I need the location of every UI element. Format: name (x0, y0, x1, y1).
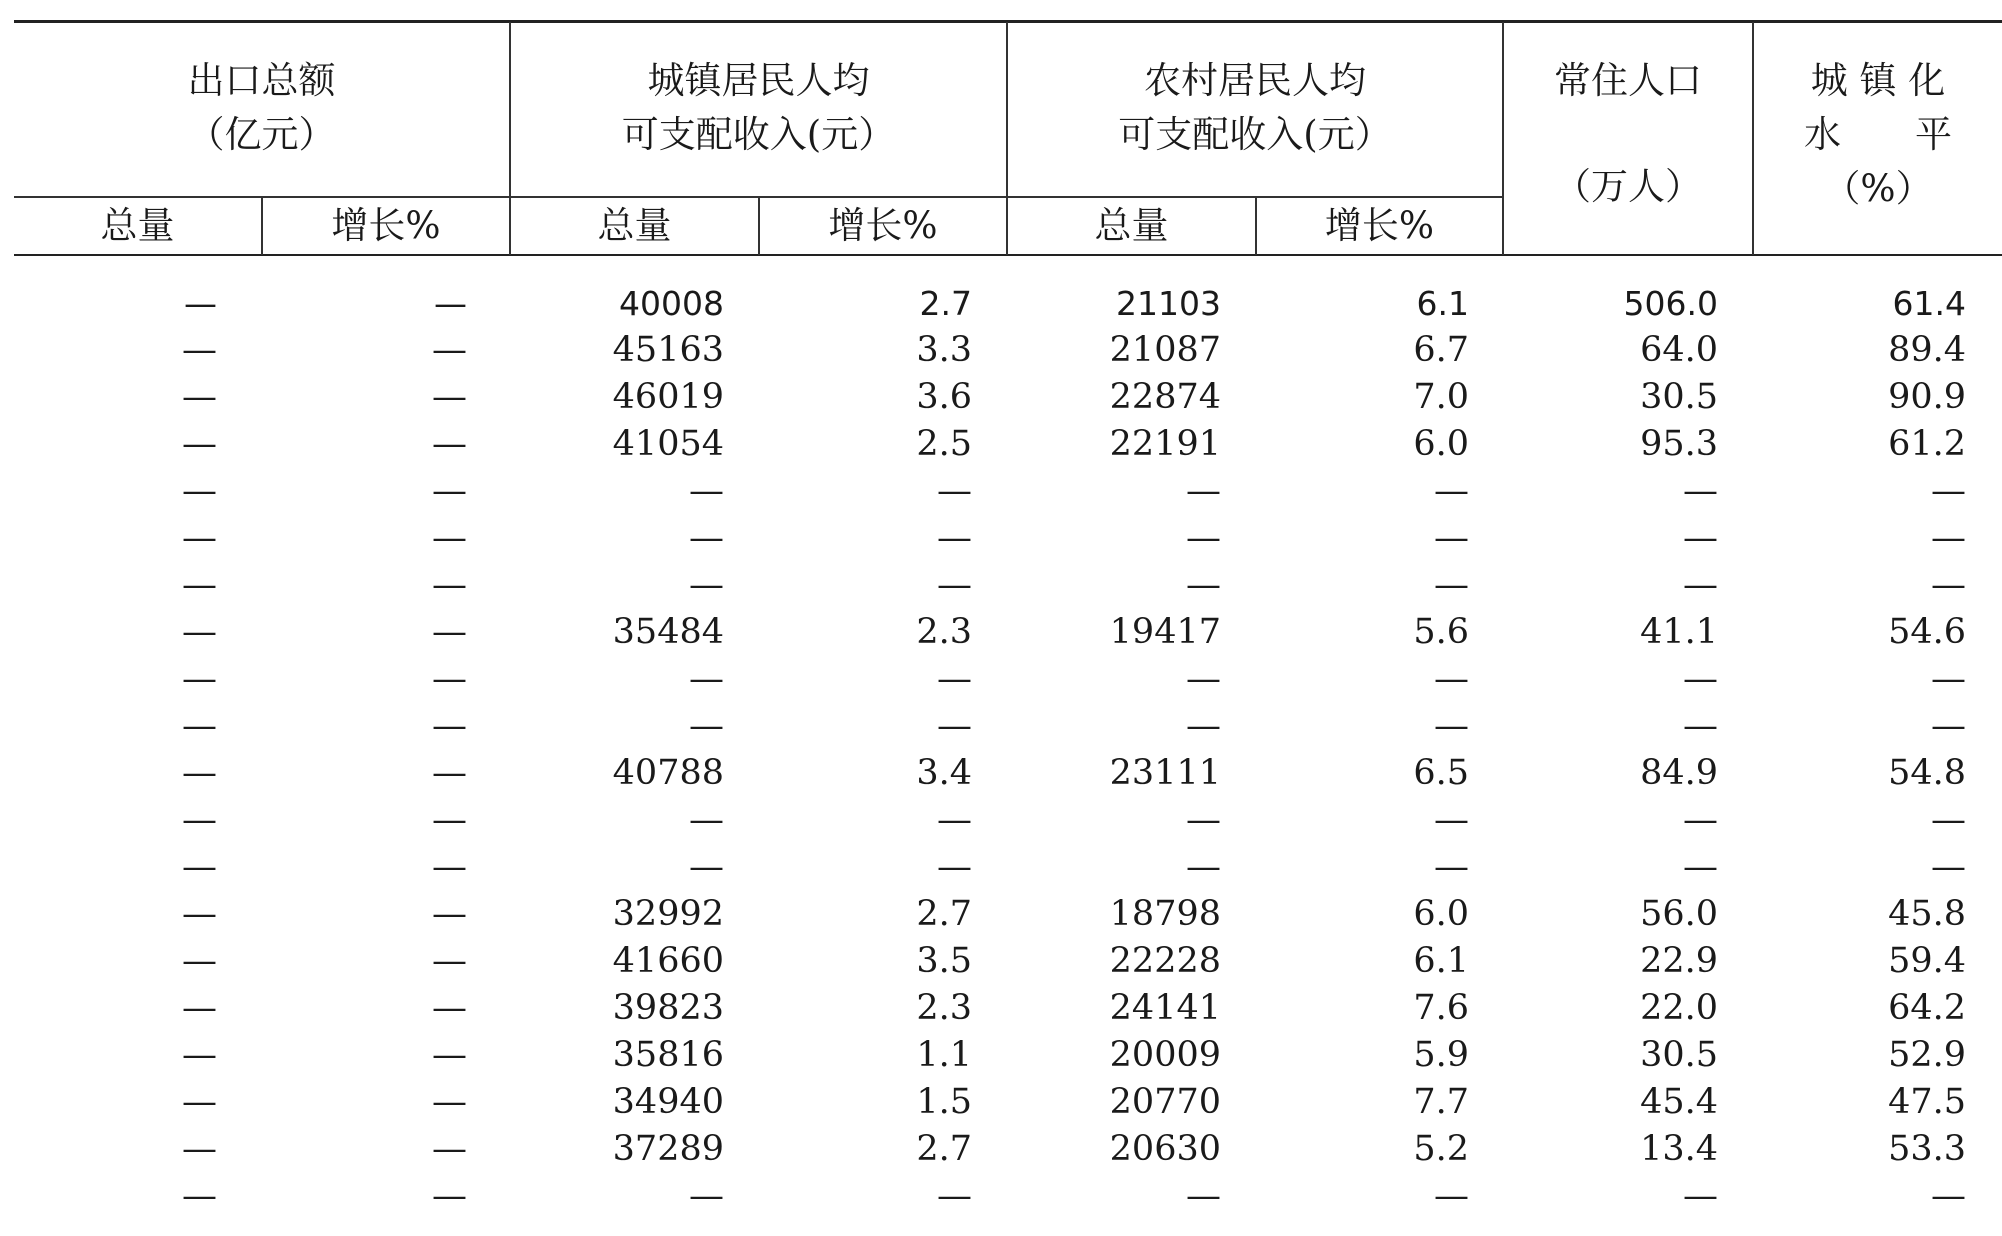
cell-urban-income-growth: — (937, 800, 972, 840)
cell-population: 56.0 (1640, 894, 1718, 934)
table-row (14, 1126, 2002, 1173)
cell-population: — (1683, 518, 1718, 558)
cell-rural-income-total: — (1186, 518, 1221, 558)
table-row (14, 609, 2002, 656)
table-row (14, 1032, 2002, 1079)
cell-urban-income-total: 32992 (612, 894, 724, 934)
cell-urbanization-rate: 47.5 (1888, 1082, 1966, 1122)
cell-rural-income-growth: — (1434, 659, 1469, 699)
subheader-export-total: 总量 (100, 204, 175, 247)
cell-export-growth: — (432, 1082, 467, 1122)
cell-rural-income-total: — (1186, 706, 1221, 746)
cell-urban-income-growth: — (937, 706, 972, 746)
cell-urbanization-rate: 89.4 (1888, 330, 1966, 370)
cell-rural-income-total: 22874 (1109, 377, 1221, 417)
cell-export-total: — (182, 847, 217, 887)
cell-export-growth: — (432, 1129, 467, 1169)
cell-rural-income-total: 22228 (1109, 941, 1221, 981)
cell-urbanization-rate: — (1931, 518, 1966, 558)
cell-urbanization-rate: 59.4 (1888, 941, 1966, 981)
cell-export-total: — (184, 284, 217, 323)
cell-population: 95.3 (1640, 424, 1718, 464)
cell-export-growth: — (432, 1035, 467, 1075)
header-export (14, 54, 509, 162)
cell-rural-income-total: 19417 (1109, 612, 1221, 652)
header-urbanization (1754, 54, 2002, 216)
header-population-title: 常住人口 (1554, 59, 1702, 102)
cell-urban-income-total: 46019 (612, 377, 724, 417)
cell-urban-income-growth: 2.7 (916, 894, 972, 934)
cell-urban-income-growth: 3.4 (916, 753, 972, 793)
table-row (14, 844, 2002, 891)
cell-export-growth: — (432, 753, 467, 793)
cell-urban-income-total: — (689, 471, 724, 511)
cell-export-total: — (182, 1129, 217, 1169)
cell-urbanization-rate: — (1931, 847, 1966, 887)
cell-export-total: — (182, 424, 217, 464)
cell-export-total: — (182, 377, 217, 417)
table-row (14, 468, 2002, 515)
top-rule (14, 20, 2002, 23)
cell-urbanization-rate: 45.8 (1888, 894, 1966, 934)
header-urban-title: 城镇居民人均 (647, 59, 870, 102)
cell-urbanization-rate: — (1931, 659, 1966, 699)
cell-urbanization-rate: 61.2 (1888, 424, 1966, 464)
cell-population: — (1683, 471, 1718, 511)
cell-population: 41.1 (1640, 612, 1718, 652)
cell-population: 30.5 (1640, 377, 1718, 417)
cell-export-total: — (182, 1082, 217, 1122)
cell-export-total: — (182, 800, 217, 840)
cell-urban-income-total: — (689, 847, 724, 887)
cell-population: 13.4 (1640, 1129, 1718, 1169)
cell-urban-income-total: — (689, 518, 724, 558)
cell-urbanization-rate: 90.9 (1888, 377, 1966, 417)
cell-export-total: — (182, 941, 217, 981)
cell-rural-income-total: — (1186, 847, 1221, 887)
table-row (14, 1079, 2002, 1126)
table-body (14, 280, 2002, 1220)
cell-urbanization-rate: 64.2 (1888, 988, 1966, 1028)
cell-export-growth: — (432, 894, 467, 934)
cell-population: 22.9 (1640, 941, 1718, 981)
table-row (14, 750, 2002, 797)
subheader-urban-growth: 增长% (828, 204, 938, 247)
subheader-rural-total: 总量 (1094, 204, 1169, 247)
cell-rural-income-total: 21087 (1109, 330, 1221, 370)
cell-urban-income-growth: 3.3 (916, 330, 972, 370)
table-row (14, 562, 2002, 609)
cell-urban-income-total: 35484 (612, 612, 724, 652)
cell-urban-income-growth: — (937, 1176, 972, 1216)
cell-export-growth: — (432, 847, 467, 887)
cell-rural-income-growth: 5.2 (1413, 1129, 1469, 1169)
cell-population: — (1683, 565, 1718, 605)
cell-rural-income-growth: — (1434, 706, 1469, 746)
cell-urban-income-growth: — (937, 518, 972, 558)
cell-rural-income-growth: 7.7 (1413, 1082, 1469, 1122)
header-population (1504, 54, 1752, 214)
cell-rural-income-growth: 6.0 (1413, 424, 1469, 464)
cell-rural-income-total: 22191 (1109, 424, 1221, 464)
table-row (14, 891, 2002, 938)
cell-urbanization-rate: 61.4 (1892, 284, 1966, 323)
header-rural-income (1008, 54, 1502, 162)
cell-export-growth: — (432, 330, 467, 370)
cell-urban-income-total: 41660 (612, 941, 724, 981)
cell-urban-income-total: 39823 (612, 988, 724, 1028)
cell-export-total: — (182, 894, 217, 934)
cell-population: 22.0 (1640, 988, 1718, 1028)
cell-urbanization-rate: — (1931, 706, 1966, 746)
cell-population: 64.0 (1640, 330, 1718, 370)
cell-rural-income-growth: — (1434, 800, 1469, 840)
cell-urbanization-rate: — (1931, 471, 1966, 511)
cell-rural-income-growth: 5.6 (1413, 612, 1469, 652)
cell-urbanization-rate: — (1931, 1176, 1966, 1216)
cell-urban-income-growth: — (937, 565, 972, 605)
cell-export-growth: — (432, 659, 467, 699)
table-row (14, 938, 2002, 985)
cell-export-growth: — (432, 377, 467, 417)
header-urban-income (511, 54, 1006, 162)
cell-population: 45.4 (1640, 1082, 1718, 1122)
cell-urban-income-growth: — (937, 659, 972, 699)
header-bottom-rule (14, 254, 2002, 256)
cell-population: — (1683, 847, 1718, 887)
table-row (14, 280, 2002, 327)
cell-rural-income-total: 18798 (1109, 894, 1221, 934)
cell-population: 30.5 (1640, 1035, 1718, 1075)
cell-export-growth: — (432, 424, 467, 464)
cell-export-total: — (182, 1035, 217, 1075)
cell-urban-income-growth: 2.7 (916, 1129, 972, 1169)
table-row (14, 703, 2002, 750)
cell-rural-income-total: 21103 (1116, 284, 1221, 323)
cell-rural-income-total: — (1186, 1176, 1221, 1216)
cell-urban-income-growth: — (937, 847, 972, 887)
cell-urban-income-growth: 3.5 (916, 941, 972, 981)
header-population-unit: （万人） (1554, 165, 1702, 208)
cell-export-growth: — (434, 284, 467, 323)
cell-urban-income-growth: — (937, 471, 972, 511)
cell-export-total: — (182, 471, 217, 511)
cell-export-growth: — (432, 706, 467, 746)
cell-urban-income-growth: 1.5 (916, 1082, 972, 1122)
cell-rural-income-total: 20770 (1109, 1082, 1221, 1122)
cell-urban-income-total: 35816 (612, 1035, 724, 1075)
table-row (14, 797, 2002, 844)
subheader-urban-total: 总量 (597, 204, 672, 247)
cell-population: 84.9 (1640, 753, 1718, 793)
cell-export-total: — (182, 706, 217, 746)
header-urbanization-unit: （%） (1823, 167, 1933, 210)
table-row (14, 327, 2002, 374)
cell-urban-income-total: 37289 (612, 1129, 724, 1169)
cell-urban-income-total: 34940 (612, 1082, 724, 1122)
cell-rural-income-total: 20630 (1109, 1129, 1221, 1169)
header-rural-unit: 可支配收入(元） (1118, 113, 1392, 156)
cell-export-growth: — (432, 800, 467, 840)
cell-export-total: — (182, 988, 217, 1028)
cell-export-growth: — (432, 941, 467, 981)
cell-urbanization-rate: — (1931, 565, 1966, 605)
cell-export-growth: — (432, 471, 467, 511)
cell-urbanization-rate: 53.3 (1888, 1129, 1966, 1169)
header-urbanization-title-2: 水 平 (1804, 113, 1952, 156)
table-row (14, 374, 2002, 421)
cell-export-total: — (182, 330, 217, 370)
cell-rural-income-total: — (1186, 659, 1221, 699)
cell-urban-income-total: 40788 (612, 753, 724, 793)
cell-urban-income-growth: 2.3 (916, 988, 972, 1028)
header-export-title: 出口总额 (187, 59, 336, 102)
cell-urban-income-growth: 1.1 (916, 1035, 972, 1075)
cell-urbanization-rate: 54.6 (1888, 612, 1966, 652)
cell-export-total: — (182, 612, 217, 652)
cell-urban-income-total: — (689, 1176, 724, 1216)
cell-rural-income-growth: — (1434, 1176, 1469, 1216)
cell-rural-income-growth: — (1434, 565, 1469, 605)
cell-export-growth: — (432, 565, 467, 605)
cell-export-growth: — (432, 1176, 467, 1216)
cell-urbanization-rate: — (1931, 800, 1966, 840)
cell-urban-income-total: — (689, 659, 724, 699)
subheader-export-growth: 增长% (331, 204, 441, 247)
cell-urban-income-total: — (689, 565, 724, 605)
cell-rural-income-total: 23111 (1109, 753, 1221, 793)
cell-export-growth: — (432, 612, 467, 652)
cell-urban-income-growth: 2.3 (916, 612, 972, 652)
cell-rural-income-growth: — (1434, 471, 1469, 511)
cell-export-total: — (182, 565, 217, 605)
cell-export-growth: — (432, 988, 467, 1028)
cell-rural-income-total: — (1186, 800, 1221, 840)
table-row (14, 421, 2002, 468)
cell-export-total: — (182, 753, 217, 793)
cell-export-growth: — (432, 518, 467, 558)
cell-rural-income-growth: 7.6 (1413, 988, 1469, 1028)
cell-rural-income-growth: 6.0 (1413, 894, 1469, 934)
cell-export-total: — (182, 518, 217, 558)
cell-rural-income-growth: 7.0 (1413, 377, 1469, 417)
cell-rural-income-growth: — (1434, 847, 1469, 887)
cell-urban-income-total: — (689, 800, 724, 840)
cell-rural-income-total: — (1186, 565, 1221, 605)
table-row (14, 656, 2002, 703)
cell-rural-income-growth: 6.1 (1416, 284, 1469, 323)
cell-urbanization-rate: 54.8 (1888, 753, 1966, 793)
cell-urban-income-total: 45163 (612, 330, 724, 370)
cell-population: — (1683, 706, 1718, 746)
cell-rural-income-total: — (1186, 471, 1221, 511)
cell-rural-income-growth: 6.5 (1413, 753, 1469, 793)
cell-urban-income-growth: 2.5 (916, 424, 972, 464)
cell-population: 506.0 (1623, 284, 1718, 323)
cell-urban-income-growth: 2.7 (919, 284, 972, 323)
cell-urban-income-total: 40008 (619, 284, 724, 323)
header-export-unit: （亿元） (187, 113, 336, 156)
cell-urban-income-total: — (689, 706, 724, 746)
cell-export-total: — (182, 659, 217, 699)
cell-rural-income-growth: 6.7 (1413, 330, 1469, 370)
table-row (14, 985, 2002, 1032)
cell-urbanization-rate: 52.9 (1888, 1035, 1966, 1075)
cell-urban-income-total: 41054 (612, 424, 724, 464)
cell-rural-income-growth: — (1434, 518, 1469, 558)
cell-rural-income-total: 24141 (1109, 988, 1221, 1028)
cell-export-total: — (182, 1176, 217, 1216)
cell-rural-income-growth: 6.1 (1413, 941, 1469, 981)
table-row (14, 1173, 2002, 1220)
header-urbanization-title: 城 镇 化 (1810, 59, 1946, 102)
cell-urban-income-growth: 3.6 (916, 377, 972, 417)
table-row (14, 515, 2002, 562)
cell-population: — (1683, 659, 1718, 699)
cell-population: — (1683, 800, 1718, 840)
header-urban-unit: 可支配收入(元） (621, 113, 896, 156)
header-rural-title: 农村居民人均 (1144, 59, 1366, 102)
cell-rural-income-total: 20009 (1109, 1035, 1221, 1075)
cell-rural-income-growth: 5.9 (1413, 1035, 1469, 1075)
cell-population: — (1683, 1176, 1718, 1216)
subheader-rural-growth: 增长% (1324, 204, 1435, 247)
